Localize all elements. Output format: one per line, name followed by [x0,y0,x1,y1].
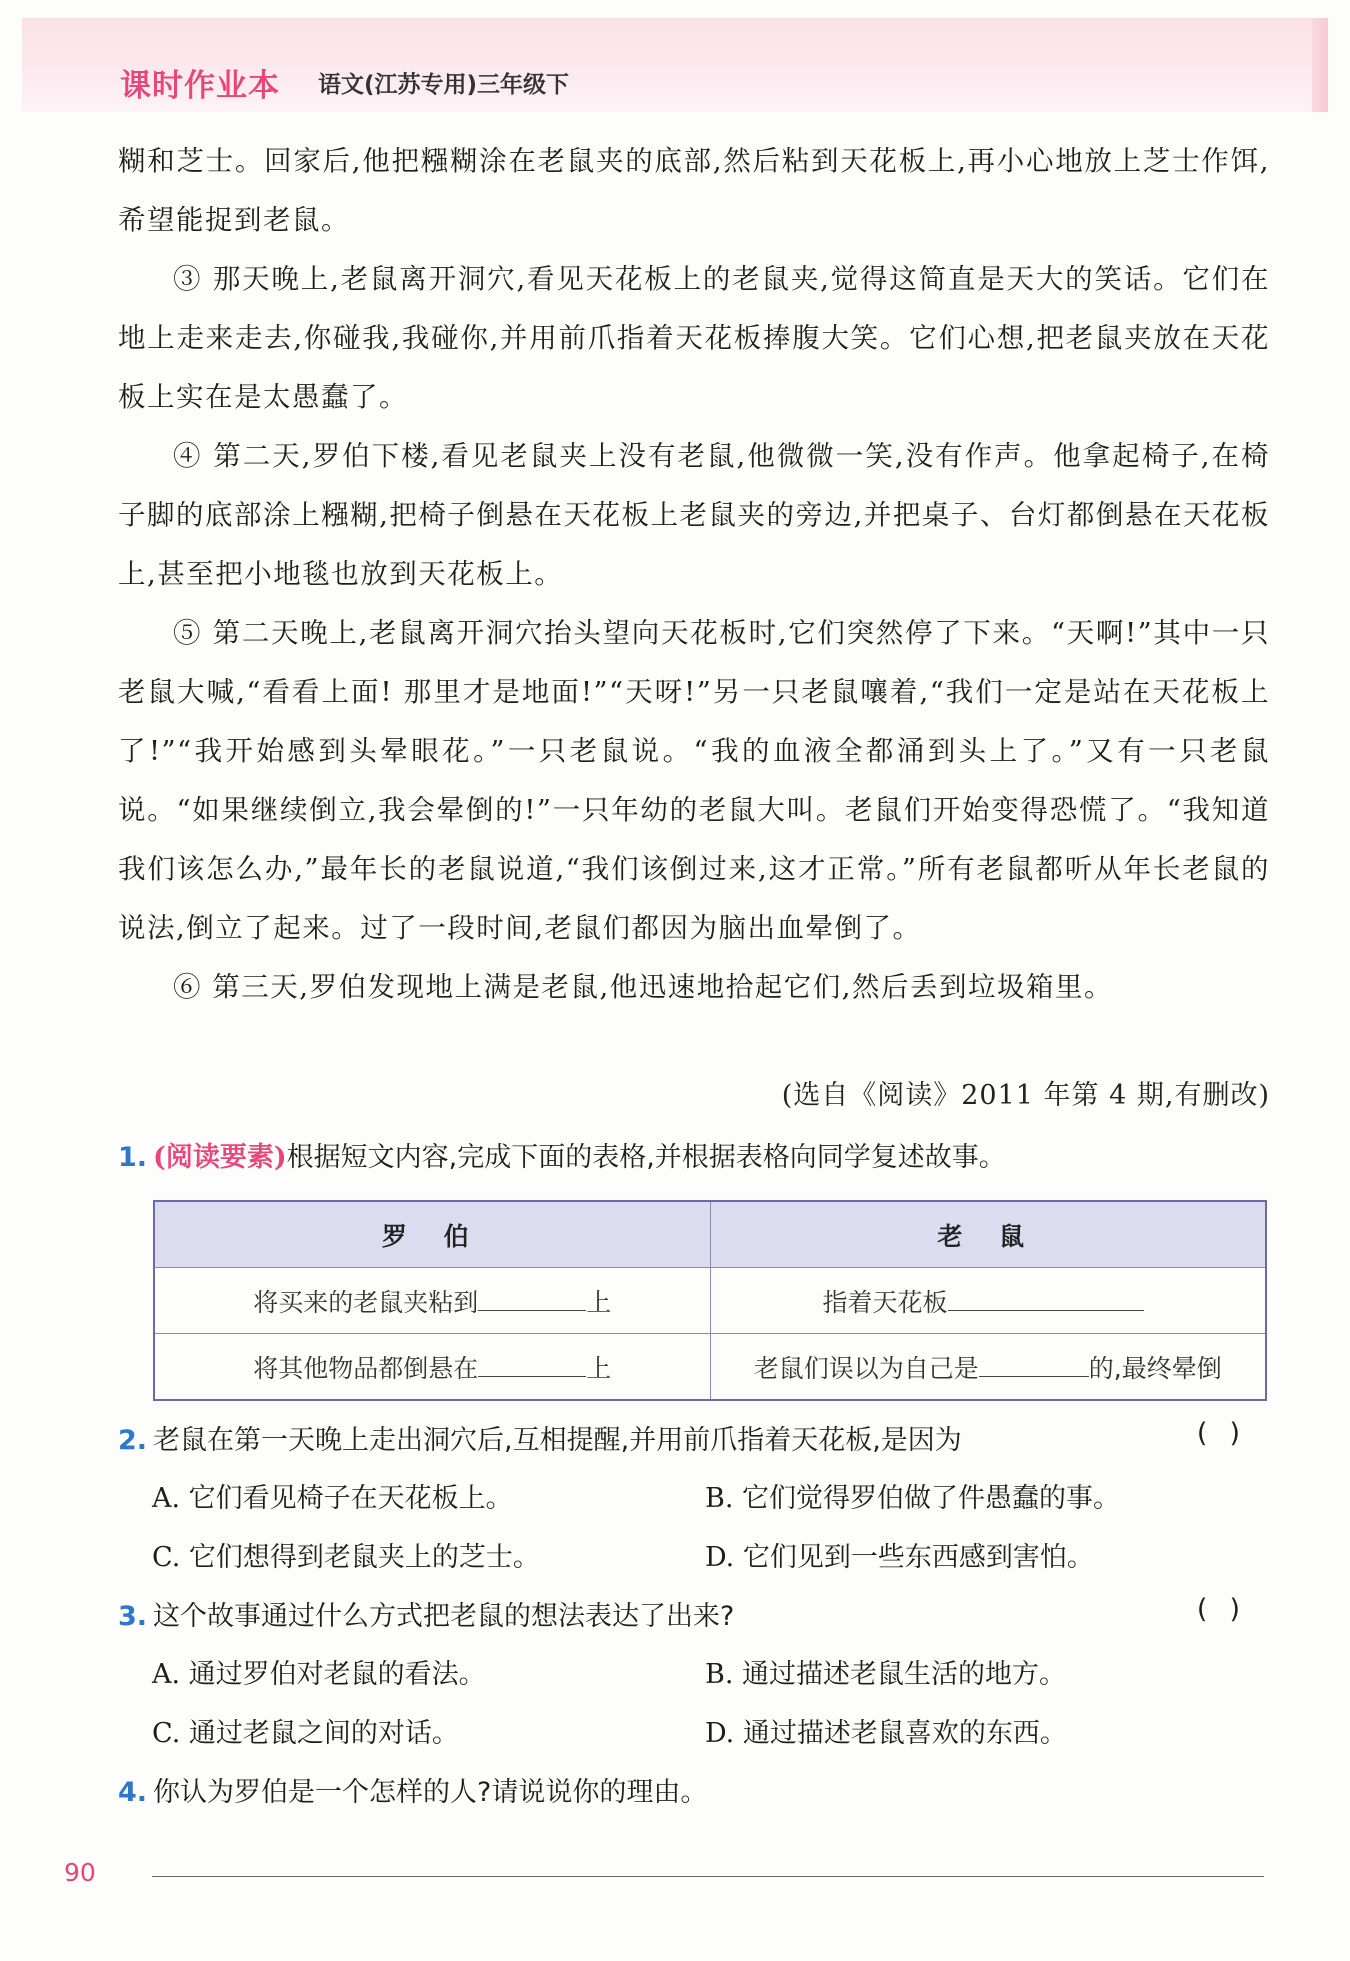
question-4-number: 4. [118,1777,148,1808]
question-4-text: 你认为罗伯是一个怎样的人?请说说你的理由。 [153,1777,708,1808]
cell-text: 上 [586,1353,612,1383]
option-d[interactable]: D. 通过描述老鼠喜欢的东西。 [705,1718,1067,1749]
cell-text: 指着天花板 [822,1287,948,1317]
answer-parentheses[interactable]: () [1196,1594,1262,1625]
passage-paragraph-3: ③ 那天晚上,老鼠离开洞穴,看见天花板上的老鼠夹,觉得这简直是天大的笑话。它们在地上走来走去,你碰我,我碰你,并用前爪指着天花板捧腹大笑。它们心想,把老鼠夹放在天花板上实在是太愚蠢了。 [118,263,1270,413]
option-a[interactable]: A. 它们看见椅子在天花板上。 [152,1483,513,1514]
reading-passage [118,132,1270,1017]
question-1-tag: (阅读要素) [153,1142,287,1173]
question-3-number: 3. [118,1601,148,1632]
fill-blank[interactable] [478,1352,586,1377]
option-b[interactable]: B. 通过描述老鼠生活的地方。 [705,1659,1067,1690]
question-4 [118,1770,707,1809]
question-3 [118,1594,734,1633]
answer-line[interactable] [152,1876,1264,1877]
fill-blank[interactable] [948,1286,1144,1311]
page-number: 90 [64,1858,96,1887]
table-header-row [154,1201,1266,1268]
cell-text: 将其他物品都倒悬在 [253,1353,479,1383]
table-cell [154,1334,710,1401]
table-cell [710,1334,1266,1401]
table-cell [710,1268,1266,1334]
passage-paragraph-continued: 糊和芝士。回家后,他把糨糊涂在老鼠夹的底部,然后粘到天花板上,再小心地放上芝士作饵,希望能捉到老鼠。 [118,145,1270,236]
table-cell [154,1268,710,1334]
option-a[interactable]: A. 通过罗伯对老鼠的看法。 [152,1659,486,1690]
question-1-text: 根据短文内容,完成下面的表格,并根据表格向同学复述故事。 [286,1142,1006,1173]
story-table [153,1200,1267,1401]
passage-paragraph-4: ④ 第二天,罗伯下楼,看见老鼠夹上没有老鼠,他微微一笑,没有作声。他拿起椅子,在椅子脚的底部涂上糨糊,把椅子倒悬在天花板上老鼠夹的旁边,并把桌子、台灯都倒悬在天花板上,甚至把小地毯也放到天花板上。 [118,440,1270,590]
question-1-number: 1. [118,1142,148,1173]
answer-parentheses[interactable]: () [1196,1418,1262,1449]
fill-blank[interactable] [979,1352,1089,1377]
question-2 [118,1418,962,1457]
passage-paragraph-6: ⑥ 第三天,罗伯发现地上满是老鼠,他迅速地拾起它们,然后丢到垃圾箱里。 [173,971,1113,1003]
passage-paragraph-5: ⑤ 第二天晚上,老鼠离开洞穴抬头望向天花板时,它们突然停了下来。“天啊!”其中一只老鼠大喊,“看看上面! 那里才是地面!”“天呀!”另一只老鼠嚷着,“我们一定是站在天花板上了!”“我开始感到头晕眼花。”一只老鼠说。“我的血液全都涌到头上了。”又有一只老鼠说。“如果继续倒立,我会晕倒的!”一只年幼的老鼠大叫。老鼠们开始变得恐慌了。“我知道我们该怎么办,”最年长的老鼠说道,“我们该倒过来,这才正常。”所有老鼠都听从年长老鼠的说法,倒立了起来。过了一段时间,老鼠们都因为脑出血晕倒了。 [118,617,1270,944]
cell-text: 的,最终晕倒 [1088,1353,1222,1383]
source-citation: (选自《阅读》2011 年第 4 期,有删改) [781,1080,1270,1111]
option-b[interactable]: B. 它们觉得罗伯做了件愚蠢的事。 [705,1483,1121,1514]
table-row [154,1334,1266,1401]
fill-blank[interactable] [478,1286,586,1311]
question-3-text: 这个故事通过什么方式把老鼠的想法表达了出来? [153,1601,735,1632]
subject-title: 语文(江苏专用)三年级下 [318,72,570,98]
option-c[interactable]: C. 通过老鼠之间的对话。 [152,1718,459,1749]
cell-text: 将买来的老鼠夹粘到 [253,1287,479,1317]
table-row [154,1268,1266,1334]
table-header-mice: 老 鼠 [710,1201,1266,1268]
table-header-robert: 罗 伯 [154,1201,710,1268]
question-2-number: 2. [118,1425,148,1456]
cell-text: 老鼠们误以为自己是 [753,1353,979,1383]
question-1 [118,1135,1006,1174]
option-d[interactable]: D. 它们见到一些东西感到害怕。 [705,1542,1094,1573]
cell-text: 上 [586,1287,612,1317]
question-2-text: 老鼠在第一天晚上走出洞穴后,互相提醒,并用前爪指着天花板,是因为 [153,1425,962,1456]
option-c[interactable]: C. 它们想得到老鼠夹上的芝士。 [152,1542,540,1573]
series-title: 课时作业本 [120,68,280,104]
